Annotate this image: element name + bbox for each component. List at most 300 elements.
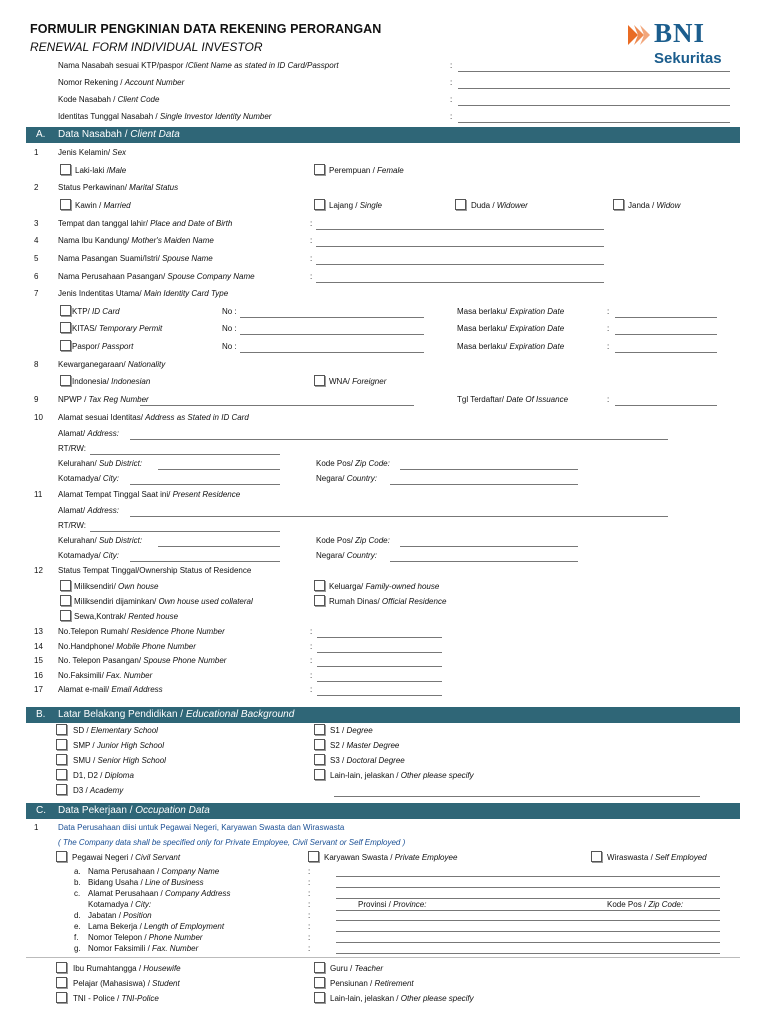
label-id: Negara bbox=[316, 551, 343, 560]
expiration-input[interactable] bbox=[615, 334, 717, 335]
label-id: Perempuan bbox=[329, 166, 371, 175]
label-en: Expiration Date bbox=[509, 307, 565, 316]
idtype-1-checkbox[interactable] bbox=[60, 322, 71, 333]
marital-1-label: Lajang / Single bbox=[329, 201, 382, 210]
company-item-input[interactable] bbox=[336, 953, 720, 954]
job-2-checkbox[interactable] bbox=[591, 851, 602, 862]
edu-left-3-checkbox[interactable] bbox=[56, 769, 67, 780]
idtype-1-label: KITAS/ Temporary Permit bbox=[72, 324, 163, 333]
colon: : bbox=[310, 627, 313, 636]
q4-label: Nama Ibu Kandung/ Mother's Maiden Name bbox=[58, 236, 214, 245]
company-note: Data Perusahaan diisi untuk Pegawai Negeri, Karyawan Swasta dan Wiraswasta bbox=[58, 823, 345, 832]
label-en: Address: bbox=[87, 506, 119, 515]
label-en: Place and Date of Birth bbox=[150, 219, 233, 228]
label-id: D1, D2 bbox=[73, 771, 98, 780]
label-id: Nama Ibu Kandung bbox=[58, 236, 127, 245]
label-en: Temporary Permit bbox=[98, 324, 163, 333]
present-address-label: Alamat Tempat Tinggal Saat ini/ Present Residence bbox=[58, 490, 241, 499]
present-rtrw-input[interactable] bbox=[90, 531, 280, 532]
section-a-header bbox=[26, 127, 740, 143]
bni-sekuritas-logo bbox=[626, 20, 738, 70]
id-no-label: No : bbox=[222, 342, 237, 351]
id-kelurahan-label: Kelurahan/ Sub District: bbox=[58, 459, 143, 468]
q6-label: Nama Perusahaan Pasangan/ Spouse Company Name bbox=[58, 272, 255, 281]
question-number: 7 bbox=[34, 289, 39, 298]
expiration-input[interactable] bbox=[615, 352, 717, 353]
label-en: Spouse Name bbox=[162, 254, 213, 263]
label-id: Nomor Telepon bbox=[88, 933, 143, 942]
label-en: Other please specify bbox=[400, 771, 474, 780]
q5-input[interactable] bbox=[316, 264, 604, 265]
marital-status-label: Status Perkawinan/ Marital Status bbox=[58, 183, 179, 192]
nationality-label: Kewarganegaraan/ Nationality bbox=[58, 360, 166, 369]
label-en: Province: bbox=[393, 900, 427, 909]
label-en: Senior High School bbox=[97, 756, 166, 765]
phone-4-input[interactable] bbox=[317, 695, 442, 696]
q4-input[interactable] bbox=[316, 246, 604, 247]
idtype-0-label: KTP/ ID Card bbox=[72, 307, 120, 316]
edu-left-4-label: D3 / Academy bbox=[73, 786, 124, 795]
phone-0-input[interactable] bbox=[317, 637, 442, 638]
label-en: Sex bbox=[112, 148, 127, 157]
colon: : bbox=[607, 342, 610, 351]
section-letter: B. bbox=[36, 709, 46, 720]
occupation-5-label: Lain-lain, jelaskan / Other please specify bbox=[330, 994, 474, 1003]
label-en: Country: bbox=[346, 551, 377, 560]
marital-3-checkbox[interactable] bbox=[613, 199, 624, 210]
label-en: Sub District: bbox=[98, 536, 143, 545]
company-item-label: Bidang Usaha / Line of Business bbox=[88, 878, 204, 887]
label-en: Junior High School bbox=[96, 741, 165, 750]
question-number: 11 bbox=[34, 490, 43, 499]
company-item-label: Alamat Perusahaan / Company Address bbox=[88, 889, 231, 898]
label-en: Foreigner bbox=[352, 377, 387, 386]
label-en: Zip Code: bbox=[355, 536, 390, 545]
id-city-label: Kotamadya/ City: bbox=[58, 474, 119, 483]
question-number: 15 bbox=[34, 656, 43, 665]
header-field-label: Nama Nasabah sesuai KTP/paspor /Client Name as stated in ID Card/Passport bbox=[58, 61, 339, 70]
label-en: Present Residence bbox=[172, 490, 241, 499]
occupation-3-label: Pensiunan / Retirement bbox=[330, 979, 414, 988]
label-id: Miliksendiri dijaminkan bbox=[74, 597, 155, 606]
present-address-label: Alamat/ Address: bbox=[58, 506, 119, 515]
label-id: SMP bbox=[73, 741, 91, 750]
colon: : bbox=[607, 307, 610, 316]
occupation-1-label: Guru / Teacher bbox=[330, 964, 384, 973]
occupation-3-checkbox[interactable] bbox=[314, 977, 325, 988]
label-en: Diploma bbox=[104, 771, 134, 780]
company-city-label: Kotamadya / City: bbox=[88, 900, 152, 909]
edu-right-2-checkbox[interactable] bbox=[314, 754, 325, 765]
idtype-2-checkbox[interactable] bbox=[60, 340, 71, 351]
edu-right-3-checkbox[interactable] bbox=[314, 769, 325, 780]
company-item-input[interactable] bbox=[336, 898, 720, 899]
label-id: Kode Pos bbox=[316, 459, 351, 468]
bni-logo-icon bbox=[626, 23, 652, 49]
label-en: Account Number bbox=[124, 78, 185, 87]
section-title: Data Pekerjaan / Occupation Data bbox=[58, 805, 210, 816]
question-number: 1 bbox=[34, 823, 39, 832]
label-en: City: bbox=[135, 900, 152, 909]
label-en: Housewife bbox=[143, 964, 181, 973]
header-field-label: Nomor Rekening / Account Number bbox=[58, 78, 185, 87]
job-1-label: Karyawan Swasta / Private Employee bbox=[324, 853, 458, 862]
edu-other-input[interactable] bbox=[334, 796, 700, 797]
residence-4-label: Sewa,Kontrak/ Rented house bbox=[74, 612, 179, 621]
marital-2-label: Duda / Widower bbox=[471, 201, 528, 210]
label-en: Company Name bbox=[161, 867, 220, 876]
colon: : bbox=[308, 911, 311, 920]
present-city-label: Kotamadya/ City: bbox=[58, 551, 119, 560]
colon: : bbox=[310, 685, 313, 694]
company-item-letter: a. bbox=[74, 867, 81, 876]
label-en: Private Employee bbox=[394, 853, 458, 862]
marital-2-checkbox[interactable] bbox=[455, 199, 466, 210]
phone-3-input[interactable] bbox=[317, 681, 442, 682]
edu-left-3-label: D1, D2 / Diploma bbox=[73, 771, 134, 780]
question-number: 2 bbox=[34, 183, 39, 192]
company-item-label: Nomor Telepon / Phone Number bbox=[88, 933, 203, 942]
residence-3-checkbox[interactable] bbox=[314, 595, 325, 606]
header-field-input[interactable] bbox=[458, 71, 730, 72]
label-id: Keluarga bbox=[329, 582, 362, 591]
header-field-input[interactable] bbox=[458, 88, 730, 89]
occupation-2-label: Pelajar (Mahasiswa) / Student bbox=[73, 979, 180, 988]
label-en: Address: bbox=[87, 429, 119, 438]
label-en: Other please specify bbox=[400, 994, 474, 1003]
section-letter: A. bbox=[36, 129, 46, 140]
label-id: Guru bbox=[330, 964, 348, 973]
question-number: 6 bbox=[34, 272, 39, 281]
foreigner-checkbox[interactable] bbox=[314, 375, 325, 386]
company-item-letter: g. bbox=[74, 944, 81, 953]
id-city-input[interactable] bbox=[130, 484, 280, 485]
label-en: Rented house bbox=[128, 612, 179, 621]
form-title: FORMULIR PENGKINIAN DATA REKENING PERORANGAN bbox=[30, 22, 382, 36]
company-item-label: Jabatan / Position bbox=[88, 911, 152, 920]
label-id: Janda bbox=[628, 201, 650, 210]
expiration-input[interactable] bbox=[615, 317, 717, 318]
label-id: Identitas Tunggal Nasabah bbox=[58, 112, 154, 121]
section-divider bbox=[26, 957, 740, 958]
label-id: Bidang Usaha bbox=[88, 878, 139, 887]
section-title: Data Nasabah / Client Data bbox=[58, 129, 180, 140]
label-id: Jenis Kelamin bbox=[58, 148, 108, 157]
label-en: Single bbox=[359, 201, 382, 210]
label-id: No. Telepon Pasangan bbox=[58, 656, 139, 665]
occupation-0-checkbox[interactable] bbox=[56, 962, 67, 973]
label-id: Alamat Tempat Tinggal Saat ini bbox=[58, 490, 169, 499]
label-id: Kelurahan bbox=[58, 536, 95, 545]
label-en: Doctoral Degree bbox=[346, 756, 405, 765]
edu-left-1-label: SMP / Junior High School bbox=[73, 741, 165, 750]
question-number: 4 bbox=[34, 236, 39, 245]
phone-2-input[interactable] bbox=[317, 666, 442, 667]
label-id: Alamat e-mail bbox=[58, 685, 107, 694]
company-city-input[interactable] bbox=[336, 910, 720, 911]
present-zip-input[interactable] bbox=[400, 546, 578, 547]
label-id: Pensiunan bbox=[330, 979, 368, 988]
id-rtrw-input[interactable] bbox=[90, 454, 280, 455]
company-item-letter: e. bbox=[74, 922, 81, 931]
label-id: Nomor Rekening bbox=[58, 78, 119, 87]
residence-0-label: Miliksendiri/ Own house bbox=[74, 582, 159, 591]
npwp-input[interactable] bbox=[140, 405, 414, 406]
id-address-label: Alamat/ Address: bbox=[58, 429, 119, 438]
present-country-input[interactable] bbox=[390, 561, 578, 562]
edu-left-0-label: SD / Elementary School bbox=[73, 726, 158, 735]
female-checkbox[interactable] bbox=[314, 164, 325, 175]
colon: : bbox=[308, 933, 311, 942]
colon: : bbox=[450, 95, 453, 104]
label-id: Rumah Dinas bbox=[329, 597, 378, 606]
label-id: Tempat dan tanggal lahir bbox=[58, 219, 146, 228]
label-en: Fax. Number bbox=[152, 944, 199, 953]
residence-3-label: Rumah Dinas/ Official Residence bbox=[329, 597, 447, 606]
occupation-2-checkbox[interactable] bbox=[56, 977, 67, 988]
label-id: S3 bbox=[330, 756, 340, 765]
label-id: Kotamadya bbox=[58, 474, 99, 483]
label-en: Line of Business bbox=[144, 878, 204, 887]
colon: : bbox=[450, 78, 453, 87]
indonesian-checkbox[interactable] bbox=[60, 375, 71, 386]
residence-1-checkbox[interactable] bbox=[314, 580, 325, 591]
foreigner-label: WNA/ Foreigner bbox=[329, 377, 387, 386]
label-en: Zip Code: bbox=[355, 459, 390, 468]
question-number: 10 bbox=[34, 413, 43, 422]
label-id: Kelurahan bbox=[58, 459, 95, 468]
residence-1-label: Keluarga/ Family-owned house bbox=[329, 582, 440, 591]
edu-right-0-checkbox[interactable] bbox=[314, 724, 325, 735]
residence-0-checkbox[interactable] bbox=[60, 580, 71, 591]
label-en: Passport bbox=[101, 342, 134, 351]
label-id: Wiraswasta bbox=[607, 853, 649, 862]
label-en: Widower bbox=[496, 201, 528, 210]
label-id: Kode Pos bbox=[607, 900, 642, 909]
label-en: Email Address bbox=[111, 685, 163, 694]
job-1-checkbox[interactable] bbox=[308, 851, 319, 862]
occupation-4-label: TNI - Police / TNI-Police bbox=[73, 994, 159, 1003]
label-id: Masa berlaku bbox=[457, 342, 506, 351]
label-en: Spouse Company Name bbox=[167, 272, 255, 281]
label-id: KITAS bbox=[72, 324, 95, 333]
label-id: Lain-lain, jelaskan bbox=[330, 771, 395, 780]
logo-text: BNI bbox=[654, 18, 706, 48]
label-id: S1 bbox=[330, 726, 340, 735]
company-item-input[interactable] bbox=[336, 920, 720, 921]
occupation-1-checkbox[interactable] bbox=[314, 962, 325, 973]
label-en: Sub District: bbox=[98, 459, 143, 468]
edu-left-4-checkbox[interactable] bbox=[56, 784, 67, 795]
label-id: Indonesia bbox=[72, 377, 107, 386]
id-country-input[interactable] bbox=[390, 484, 578, 485]
question-number: 16 bbox=[34, 670, 43, 680]
expiration-label: Masa berlaku/ Expiration Date bbox=[457, 342, 565, 351]
date-issuance-input[interactable] bbox=[615, 405, 717, 406]
id-no-input[interactable] bbox=[240, 352, 424, 353]
company-zip-label: Kode Pos / Zip Code: bbox=[607, 900, 684, 909]
label-id: No.Telepon Rumah bbox=[58, 627, 127, 636]
company-item-label: Nama Perusahaan / Company Name bbox=[88, 867, 220, 876]
id-rtrw-label: RT/RW: bbox=[58, 444, 87, 453]
label-en: Elementary School bbox=[90, 726, 158, 735]
colon: : bbox=[310, 670, 313, 680]
idtype-2-label: Paspor/ Passport bbox=[72, 342, 134, 351]
idtype-0-checkbox[interactable] bbox=[60, 305, 71, 316]
company-item-label: Lama Bekerja / Length of Employment bbox=[88, 922, 225, 931]
label-id: Alamat bbox=[58, 429, 83, 438]
label-id: Kawin bbox=[75, 201, 97, 210]
header-field-label: Kode Nasabah / Client Code bbox=[58, 95, 160, 104]
present-city-input[interactable] bbox=[130, 561, 280, 562]
company-item-input[interactable] bbox=[336, 942, 720, 943]
label-id: Negara bbox=[316, 474, 343, 483]
edu-left-0-checkbox[interactable] bbox=[56, 724, 67, 735]
company-item-input[interactable] bbox=[336, 887, 720, 888]
label-en: Country: bbox=[346, 474, 377, 483]
question-number: 5 bbox=[34, 254, 39, 263]
section-letter: C. bbox=[36, 805, 46, 816]
occupation-4-checkbox[interactable] bbox=[56, 992, 67, 1003]
edu-left-2-checkbox[interactable] bbox=[56, 754, 67, 765]
label-en: Spouse Phone Number bbox=[143, 656, 227, 665]
q3-input[interactable] bbox=[316, 229, 604, 230]
female-label: Perempuan / Female bbox=[329, 166, 404, 175]
label-en: Address as Stated in ID Card bbox=[145, 413, 249, 422]
job-0-label: Pegawai Negeri / Civil Servant bbox=[72, 853, 181, 862]
colon: : bbox=[607, 395, 610, 404]
label-en: Mother's Maiden Name bbox=[131, 236, 214, 245]
present-kelurahan-input[interactable] bbox=[158, 546, 280, 547]
colon: : bbox=[607, 324, 610, 333]
expiration-label: Masa berlaku/ Expiration Date bbox=[457, 324, 565, 333]
label-id: Nomor Faksimili bbox=[88, 944, 146, 953]
logo-subtext: Sekuritas bbox=[654, 50, 722, 67]
label-en: Retirement bbox=[374, 979, 414, 988]
company-note-en: ( The Company data shall be specified only for Private Employee, Civil Servant or Self Employed ) bbox=[58, 838, 406, 847]
company-item-letter: d. bbox=[74, 911, 81, 920]
label-id: Masa berlaku bbox=[457, 307, 506, 316]
edu-right-1-label: S2 / Master Degree bbox=[330, 741, 400, 750]
q3-label: Tempat dan tanggal lahir/ Place and Date of Birth bbox=[58, 219, 233, 228]
label-id: Provinsi bbox=[358, 900, 387, 909]
residence-2-label: Miliksendiri dijaminkan/ Own house used collateral bbox=[74, 597, 253, 606]
section-c-header bbox=[26, 803, 740, 819]
job-2-label: Wiraswasta / Self Employed bbox=[607, 853, 707, 862]
colon: : bbox=[310, 272, 313, 281]
phone-4-label: Alamat e-mail/ Email Address bbox=[58, 685, 163, 694]
male-checkbox[interactable] bbox=[60, 164, 71, 175]
q6-input[interactable] bbox=[316, 282, 604, 283]
label-en: Widow bbox=[656, 201, 681, 210]
label-id: Lain-lain, jelaskan bbox=[330, 994, 395, 1003]
label-id: Tgl Terdaftar bbox=[457, 395, 502, 404]
id-no-label: No : bbox=[222, 307, 237, 316]
job-0-checkbox[interactable] bbox=[56, 851, 67, 862]
label-id: Kode Pos bbox=[316, 536, 351, 545]
label-en: Student bbox=[152, 979, 180, 988]
header-field-input[interactable] bbox=[458, 122, 730, 123]
present-address-input[interactable] bbox=[130, 516, 668, 517]
colon: : bbox=[308, 889, 311, 898]
id-no-label: No : bbox=[222, 324, 237, 333]
label-id: Miliksendiri bbox=[74, 582, 114, 591]
edu-left-2-label: SMU / Senior High School bbox=[73, 756, 166, 765]
edu-right-1-checkbox[interactable] bbox=[314, 739, 325, 750]
label-id: Kode Nasabah bbox=[58, 95, 111, 104]
residence-2-checkbox[interactable] bbox=[60, 595, 71, 606]
colon: : bbox=[308, 900, 311, 909]
phone-1-input[interactable] bbox=[317, 652, 442, 653]
label-id: Kotamadya bbox=[58, 551, 99, 560]
label-en: Fax. Number bbox=[106, 670, 153, 680]
colon: : bbox=[310, 254, 313, 263]
marital-0-checkbox[interactable] bbox=[60, 199, 71, 210]
colon: : bbox=[310, 236, 313, 245]
colon: : bbox=[308, 878, 311, 887]
section-b-header bbox=[26, 707, 740, 723]
label-id: Pegawai Negeri bbox=[72, 853, 129, 862]
label-id: Masa berlaku bbox=[457, 324, 506, 333]
label-en: Position bbox=[123, 911, 152, 920]
label-en: Official Residence bbox=[381, 597, 447, 606]
id-country-label: Negara/ Country: bbox=[316, 474, 377, 483]
label-id: Lama Bekerja bbox=[88, 922, 138, 931]
label-en: Tax Reg Number bbox=[88, 395, 149, 404]
residence-4-checkbox[interactable] bbox=[60, 610, 71, 621]
company-province-label: Provinsi / Province: bbox=[358, 900, 427, 909]
label-id: Jenis Indentitas Utama bbox=[58, 289, 140, 298]
label-id: Alamat sesuai Identitas bbox=[58, 413, 141, 422]
company-item-input[interactable] bbox=[336, 876, 720, 877]
id-kelurahan-input[interactable] bbox=[158, 469, 280, 470]
label-id: Kewarganegaraan bbox=[58, 360, 124, 369]
label-id: Alamat Perusahaan bbox=[88, 889, 159, 898]
residence-status-label: Status Tempat Tinggal/Ownership Status of Residence bbox=[58, 566, 252, 575]
header-field-input[interactable] bbox=[458, 105, 730, 106]
edu-left-1-checkbox[interactable] bbox=[56, 739, 67, 750]
company-item-label: Nomor Faksimili / Fax. Number bbox=[88, 944, 199, 953]
label-id: Alamat bbox=[58, 506, 83, 515]
occupation-5-checkbox[interactable] bbox=[314, 992, 325, 1003]
label-en: Civil Servant bbox=[135, 853, 181, 862]
label-en: Marital Status bbox=[129, 183, 179, 192]
label-id: SMU bbox=[73, 756, 91, 765]
id-type-label: Jenis Indentitas Utama/ Main Identity Card Type bbox=[58, 289, 229, 298]
id-no-input[interactable] bbox=[240, 317, 424, 318]
colon: : bbox=[310, 219, 313, 228]
label-en: Degree bbox=[346, 726, 373, 735]
company-item-letter: b. bbox=[74, 878, 81, 887]
id-no-input[interactable] bbox=[240, 334, 424, 335]
label-id: Nama Pasangan Suami/Istri bbox=[58, 254, 158, 263]
phone-3-label: No.Faksimili/ Fax. Number bbox=[58, 670, 153, 680]
label-id: Karyawan Swasta bbox=[324, 853, 389, 862]
id-address-input[interactable] bbox=[130, 439, 668, 440]
label-id: Nama Perusahaan Pasangan bbox=[58, 272, 163, 281]
npwp-label: NPWP / Tax Reg Number bbox=[58, 395, 149, 404]
label-en: Zip Code: bbox=[648, 900, 684, 909]
label-id: Pelajar (Mahasiswa) bbox=[73, 979, 146, 988]
company-item-input[interactable] bbox=[336, 931, 720, 932]
marital-1-checkbox[interactable] bbox=[314, 199, 325, 210]
label-en: Nationality bbox=[127, 360, 166, 369]
label-id: Kotamadya bbox=[88, 900, 129, 909]
id-zip-input[interactable] bbox=[400, 469, 578, 470]
question-number: 17 bbox=[34, 685, 43, 694]
label-en: Indonesian bbox=[111, 377, 151, 386]
marital-3-label: Janda / Widow bbox=[628, 201, 681, 210]
